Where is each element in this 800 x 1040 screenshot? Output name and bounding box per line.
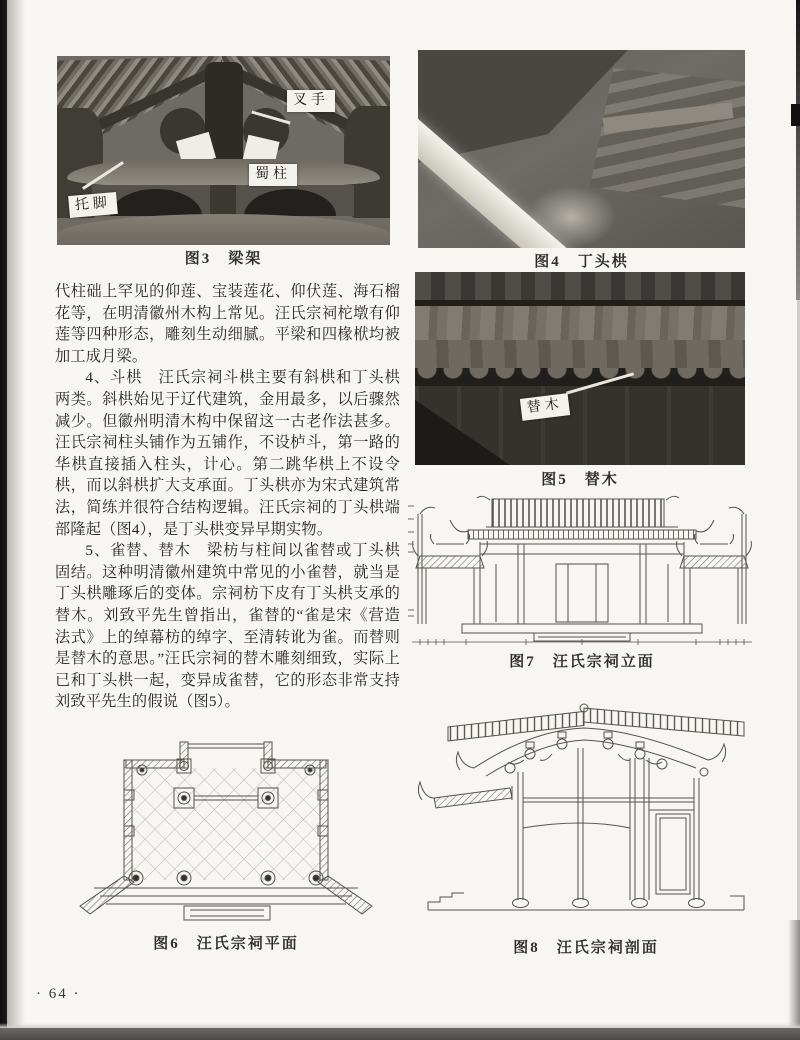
figure7-caption: 图7 汪氏宗祠立面 xyxy=(509,654,655,670)
figure5-photo-timu xyxy=(415,272,745,465)
figure4-caption: 图4 丁头栱 xyxy=(534,254,629,270)
figure3-photo-beam-frame xyxy=(57,56,390,245)
photo3-label-chashou: 叉手 xyxy=(287,90,335,112)
photo5-top-posts xyxy=(415,272,745,302)
scan-edge-right-top xyxy=(796,0,800,300)
photo3-center-post xyxy=(210,185,236,216)
figure8-caption: 图8 汪氏宗祠剖面 xyxy=(513,940,659,956)
figure6-caption: 图6 汪氏宗祠平面 xyxy=(153,936,299,952)
body-text-column xyxy=(55,281,400,713)
paragraph-continuation: 代柱础上罕见的仰莲、宝装莲花、仰伏莲、海石榴花等，在明清徽州木构上常见。汪氏宗祠柁墩有仰莲等四种形态，雕刻生动细腻。平梁和四椽栿均被加工成月梁。 xyxy=(55,283,400,365)
figure7-elevation-drawing xyxy=(406,492,758,650)
photo5-carved-beam-lower xyxy=(415,340,745,370)
figure8-section-drawing xyxy=(412,698,760,928)
scan-edge-left-gray xyxy=(7,0,25,1040)
photo5-carved-scallop-edge xyxy=(415,368,745,386)
photo3-bottom-beam xyxy=(57,214,390,245)
photo3-arch-opening-left xyxy=(110,189,202,216)
figure5-caption: 图5 替木 xyxy=(541,472,619,488)
figure4-photo-dingtou-bracket xyxy=(418,50,745,248)
scan-edge-right-bottom xyxy=(788,920,800,1040)
scan-edge-bottom-bar xyxy=(0,1028,800,1040)
photo3-crescent-beam xyxy=(67,159,380,186)
scan-edge-left-black xyxy=(0,0,7,1040)
page-number: · 64 · xyxy=(36,986,81,1002)
photo5-carved-beam-upper xyxy=(415,306,745,340)
figure6-plan-drawing xyxy=(56,730,396,930)
paragraph-dougong: 4、斗栱 汪氏宗祠斗栱主要有斜栱和丁头栱两类。斜栱始见于辽代建筑，金用最多，以后骤然减少。但徽州明清木构中保留这一古老作法甚多。汪氏宗祠柱头铺作为五铺作，不设栌斗，第一路的华栱直接插入柱头，计心。第二跳华栱上不设令栱，而以斜栱扩大支承面。丁头栱亦为宋式建筑常法，简练并很符合结构逻辑。汪氏宗祠的丁头栱端部隆起（图4），是丁头栱变异早期实物。 xyxy=(55,369,400,538)
photo3-lower-structure xyxy=(92,185,354,216)
photo3-arch-opening-right xyxy=(244,189,336,216)
photo3-label-tuojiao: 托脚 xyxy=(68,192,118,218)
figure3-caption: 图3 梁架 xyxy=(184,251,263,267)
paragraph-queti-timu: 5、雀替、替木 梁枋与柱间以雀替或丁头栱固结。这种明清徽州建筑中常见的小雀替，就当是丁头栱雕琢后的变体。宗祠枋下皮有丁头栱支承的替木。刘致平先生曾指出，雀替的“雀是宋《营造法式》上的绰幕枋的绰字、至清转讹为雀。而替则是替木的意思。”汪氏宗祠的替木雕刻细致，实际上已和丁头栱一起，变异成雀替，它的形态非常支持刘致平先生的假说（图5）。 xyxy=(55,542,400,711)
scan-edge-right-tab xyxy=(791,104,800,126)
photo5-label-timu: 替木 xyxy=(520,393,570,421)
photo3-label-shuzhu: 蜀柱 xyxy=(249,164,297,186)
